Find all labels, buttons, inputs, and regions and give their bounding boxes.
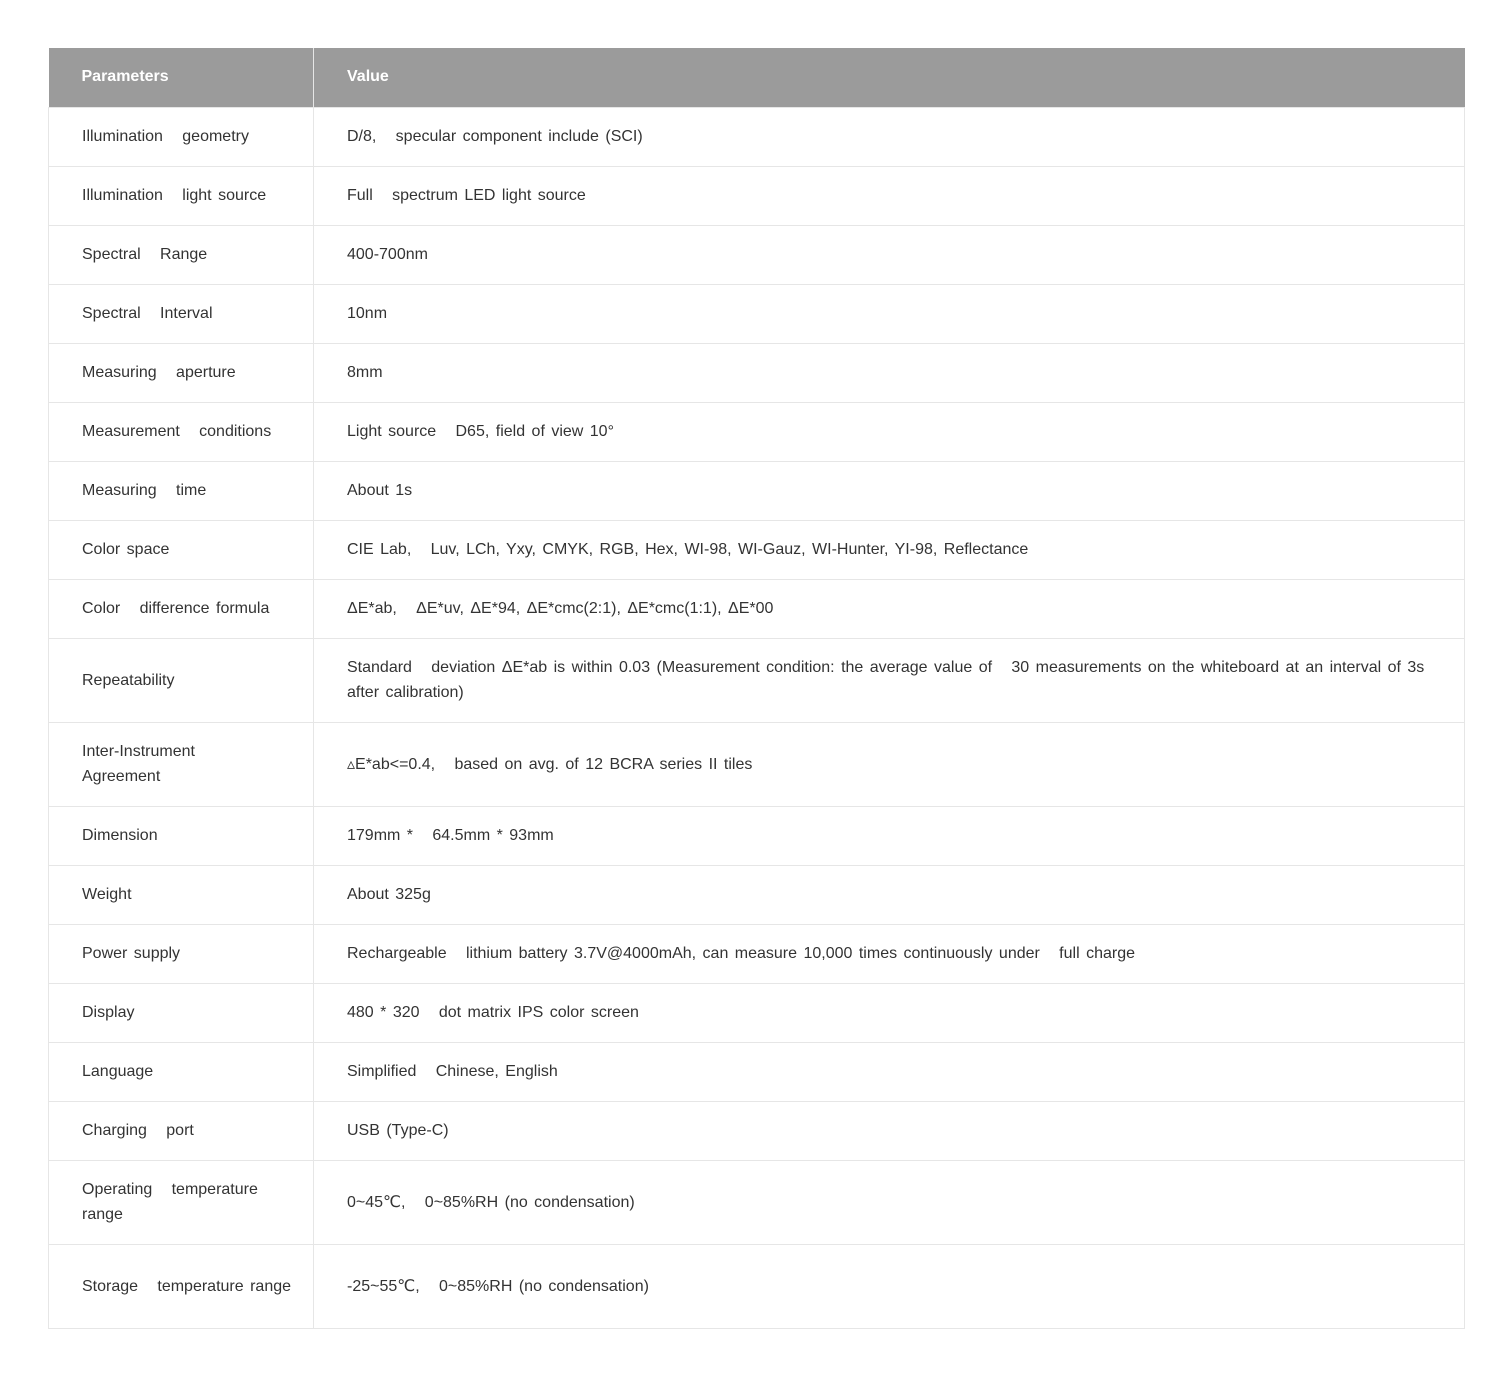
table-row xyxy=(49,461,1465,520)
value-cell: 10nm xyxy=(314,284,1465,343)
value-cell: About 1s xyxy=(314,461,1465,520)
param-cell: Repeatability xyxy=(49,638,314,722)
table-row xyxy=(49,166,1465,225)
table-row xyxy=(49,343,1465,402)
table-header-row xyxy=(49,48,1465,107)
param-cell: Spectral Range xyxy=(49,225,314,284)
value-cell: About 325g xyxy=(314,865,1465,924)
table-row xyxy=(49,1160,1465,1244)
value-cell: Light source D65, field of view 10° xyxy=(314,402,1465,461)
param-cell: Charging port xyxy=(49,1101,314,1160)
value-cell: Rechargeable lithium battery 3.7V@4000mAh, can measure 10,000 times continuously under full charge xyxy=(314,924,1465,983)
table-row xyxy=(49,107,1465,166)
table-row xyxy=(49,638,1465,722)
table-row xyxy=(49,924,1465,983)
table-row xyxy=(49,722,1465,806)
table-row xyxy=(49,579,1465,638)
param-cell: Illumination geometry xyxy=(49,107,314,166)
param-cell: Weight xyxy=(49,865,314,924)
table-row xyxy=(49,1101,1465,1160)
param-cell: Color difference formula xyxy=(49,579,314,638)
table-row xyxy=(49,520,1465,579)
table-row xyxy=(49,225,1465,284)
table-row xyxy=(49,806,1465,865)
table-row xyxy=(49,284,1465,343)
param-cell: Measuring time xyxy=(49,461,314,520)
value-cell: USB (Type-C) xyxy=(314,1101,1465,1160)
value-cell: 0~45℃, 0~85%RH (no condensation) xyxy=(314,1160,1465,1244)
param-cell: Spectral Interval xyxy=(49,284,314,343)
value-cell: 179mm * 64.5mm * 93mm xyxy=(314,806,1465,865)
value-cell: Standard deviation ΔE*ab is within 0.03 (Measurement condition: the average value of 30 measurements on the whiteboard at an interval of 3s after calibration) xyxy=(314,638,1465,722)
value-cell: 480 * 320 dot matrix IPS color screen xyxy=(314,983,1465,1042)
param-cell: Power supply xyxy=(49,924,314,983)
param-cell: Measuring aperture xyxy=(49,343,314,402)
value-cell: D/8, specular component include (SCI) xyxy=(314,107,1465,166)
header-parameters: Parameters xyxy=(49,48,314,107)
specifications-table xyxy=(48,48,1465,1329)
table-row xyxy=(49,1042,1465,1101)
value-cell: -25~55℃, 0~85%RH (no condensation) xyxy=(314,1244,1465,1328)
table-row xyxy=(49,983,1465,1042)
table-row xyxy=(49,402,1465,461)
param-cell: Storage temperature range xyxy=(49,1244,314,1328)
param-cell: Illumination light source xyxy=(49,166,314,225)
header-value: Value xyxy=(314,48,1465,107)
param-cell: Dimension xyxy=(49,806,314,865)
table-row xyxy=(49,865,1465,924)
value-cell: 8mm xyxy=(314,343,1465,402)
value-cell: ΔE*ab, ΔE*uv, ΔE*94, ΔE*cmc(2:1), ΔE*cmc(1:1), ΔE*00 xyxy=(314,579,1465,638)
param-cell: Display xyxy=(49,983,314,1042)
value-cell: Simplified Chinese, English xyxy=(314,1042,1465,1101)
param-cell: Operating temperature range xyxy=(49,1160,314,1244)
table-row xyxy=(49,1244,1465,1328)
param-cell: Measurement conditions xyxy=(49,402,314,461)
value-cell: CIE Lab, Luv, LCh, Yxy, CMYK, RGB, Hex, WI-98, WI-Gauz, WI-Hunter, YI-98, Reflectance xyxy=(314,520,1465,579)
param-cell: Language xyxy=(49,1042,314,1101)
value-cell: ▵E*ab<=0.4, based on avg. of 12 BCRA series II tiles xyxy=(314,722,1465,806)
value-cell: Full spectrum LED light source xyxy=(314,166,1465,225)
param-cell: Inter-Instrument Agreement xyxy=(49,722,314,806)
value-cell: 400-700nm xyxy=(314,225,1465,284)
param-cell: Color space xyxy=(49,520,314,579)
